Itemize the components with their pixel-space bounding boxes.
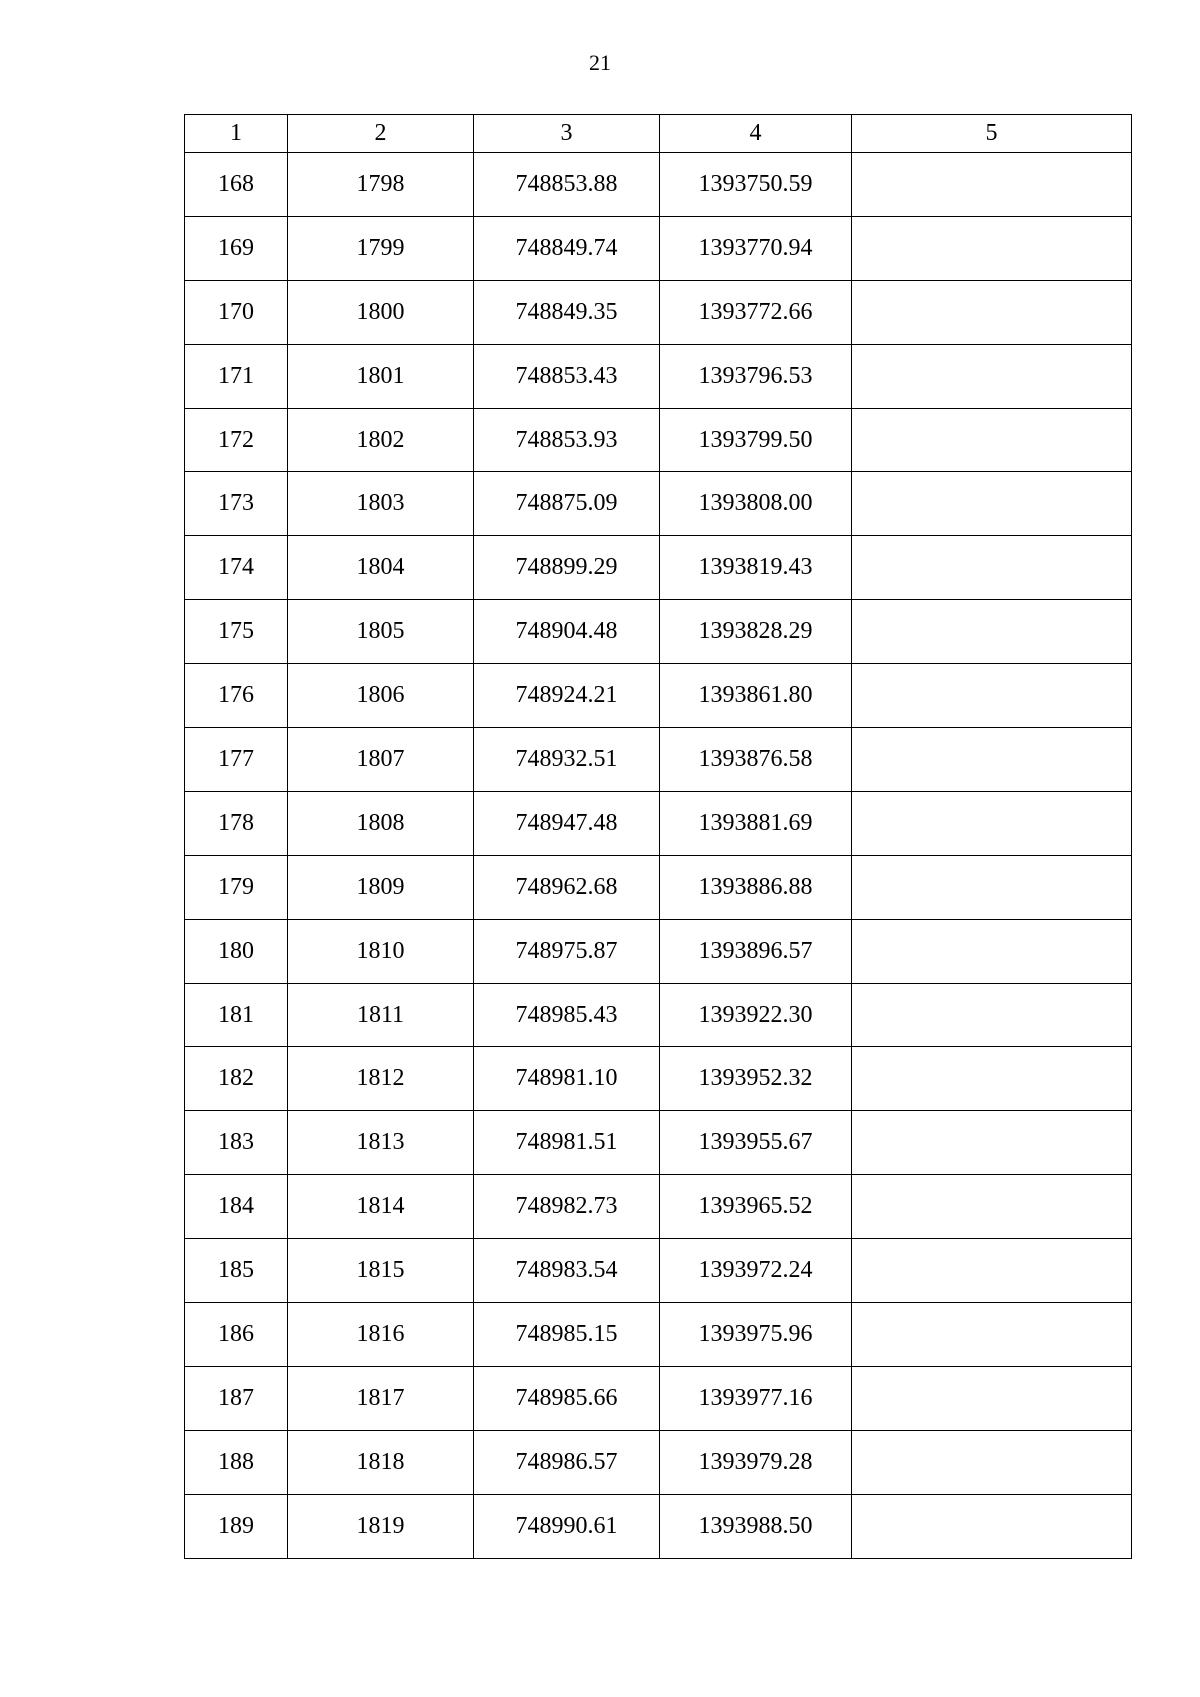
table-header-row	[185, 115, 1132, 153]
table-row	[185, 344, 1132, 408]
table-cell: 748853.93	[474, 408, 660, 472]
table-cell: 1817	[288, 1366, 474, 1430]
table-cell	[852, 1239, 1132, 1303]
table-cell: 188	[185, 1430, 288, 1494]
table-cell: 748985.43	[474, 983, 660, 1047]
table-cell: 176	[185, 664, 288, 728]
table-cell: 748875.09	[474, 472, 660, 536]
table-cell: 1393861.80	[660, 664, 852, 728]
table-row	[185, 1303, 1132, 1367]
table-row	[185, 1366, 1132, 1430]
table-cell	[852, 728, 1132, 792]
table-cell: 1800	[288, 280, 474, 344]
table-cell: 1812	[288, 1047, 474, 1111]
table-row	[185, 983, 1132, 1047]
table-cell: 1798	[288, 153, 474, 217]
table-cell	[852, 1047, 1132, 1111]
table-cell: 173	[185, 472, 288, 536]
table-cell: 184	[185, 1175, 288, 1239]
table-cell	[852, 472, 1132, 536]
table-cell: 1393772.66	[660, 280, 852, 344]
table-cell: 1393975.96	[660, 1303, 852, 1367]
table-cell: 1801	[288, 344, 474, 408]
table-cell: 1810	[288, 919, 474, 983]
table-row	[185, 1175, 1132, 1239]
table-row	[185, 1239, 1132, 1303]
table-cell: 174	[185, 536, 288, 600]
table-row	[185, 153, 1132, 217]
table-cell	[852, 600, 1132, 664]
table-cell: 748962.68	[474, 855, 660, 919]
table-cell	[852, 983, 1132, 1047]
table-cell	[852, 536, 1132, 600]
table-cell: 1818	[288, 1430, 474, 1494]
table-cell: 748924.21	[474, 664, 660, 728]
table-cell: 180	[185, 919, 288, 983]
table-cell: 1393886.88	[660, 855, 852, 919]
table-cell: 177	[185, 728, 288, 792]
table-cell: 748904.48	[474, 600, 660, 664]
table-cell: 186	[185, 1303, 288, 1367]
table-cell: 1393750.59	[660, 153, 852, 217]
table-cell: 1815	[288, 1239, 474, 1303]
table-cell: 182	[185, 1047, 288, 1111]
table-cell: 172	[185, 408, 288, 472]
table-cell: 1393988.50	[660, 1494, 852, 1558]
table-cell	[852, 919, 1132, 983]
table-cell	[852, 344, 1132, 408]
table-cell: 748985.15	[474, 1303, 660, 1367]
table-cell: 748853.88	[474, 153, 660, 217]
table-cell: 748975.87	[474, 919, 660, 983]
table-cell	[852, 664, 1132, 728]
table-row	[185, 1494, 1132, 1558]
table-cell: 170	[185, 280, 288, 344]
table-row	[185, 1111, 1132, 1175]
table-cell: 189	[185, 1494, 288, 1558]
table-row	[185, 791, 1132, 855]
table-cell	[852, 216, 1132, 280]
coordinates-table	[184, 114, 1132, 1559]
table-cell	[852, 280, 1132, 344]
table-cell: 1393972.24	[660, 1239, 852, 1303]
table-cell: 748990.61	[474, 1494, 660, 1558]
table-cell: 1393876.58	[660, 728, 852, 792]
table-cell: 181	[185, 983, 288, 1047]
table-row	[185, 472, 1132, 536]
table-cell	[852, 1494, 1132, 1558]
table-row	[185, 408, 1132, 472]
table-cell: 183	[185, 1111, 288, 1175]
table-cell: 748899.29	[474, 536, 660, 600]
table-cell: 1809	[288, 855, 474, 919]
table-cell: 748981.10	[474, 1047, 660, 1111]
table-cell: 1803	[288, 472, 474, 536]
table-cell: 1393796.53	[660, 344, 852, 408]
table-row	[185, 1047, 1132, 1111]
table-cell	[852, 855, 1132, 919]
table-cell: 1393828.29	[660, 600, 852, 664]
table-cell: 1804	[288, 536, 474, 600]
table-cell: 748985.66	[474, 1366, 660, 1430]
table-cell: 1393977.16	[660, 1366, 852, 1430]
table-cell: 1393881.69	[660, 791, 852, 855]
table-row	[185, 728, 1132, 792]
column-header: 2	[288, 115, 474, 153]
column-header: 5	[852, 115, 1132, 153]
table-body	[185, 115, 1132, 1559]
table-cell: 1393979.28	[660, 1430, 852, 1494]
table-cell: 169	[185, 216, 288, 280]
table-cell: 1393799.50	[660, 408, 852, 472]
table-cell: 1813	[288, 1111, 474, 1175]
table-cell: 168	[185, 153, 288, 217]
table-cell	[852, 791, 1132, 855]
table-cell	[852, 153, 1132, 217]
column-header: 1	[185, 115, 288, 153]
table-cell: 187	[185, 1366, 288, 1430]
table-cell: 179	[185, 855, 288, 919]
table-cell: 1393770.94	[660, 216, 852, 280]
table-cell: 1393955.67	[660, 1111, 852, 1175]
table-cell: 748981.51	[474, 1111, 660, 1175]
table-row	[185, 1430, 1132, 1494]
table-row	[185, 536, 1132, 600]
table-cell	[852, 1111, 1132, 1175]
table-row	[185, 280, 1132, 344]
table-cell	[852, 1366, 1132, 1430]
table-cell: 185	[185, 1239, 288, 1303]
table-cell: 1799	[288, 216, 474, 280]
table-row	[185, 855, 1132, 919]
column-header: 3	[474, 115, 660, 153]
table-cell: 1816	[288, 1303, 474, 1367]
column-header: 4	[660, 115, 852, 153]
table-row	[185, 600, 1132, 664]
table-cell: 1802	[288, 408, 474, 472]
table-cell: 178	[185, 791, 288, 855]
table-cell: 175	[185, 600, 288, 664]
table-cell: 1393965.52	[660, 1175, 852, 1239]
page-number: 21	[589, 50, 611, 75]
table-cell	[852, 1430, 1132, 1494]
table-cell: 1805	[288, 600, 474, 664]
table-cell: 748983.54	[474, 1239, 660, 1303]
table-cell: 1814	[288, 1175, 474, 1239]
table-cell: 1393896.57	[660, 919, 852, 983]
table-cell: 748849.74	[474, 216, 660, 280]
table-cell: 1811	[288, 983, 474, 1047]
table-cell: 748849.35	[474, 280, 660, 344]
table-row	[185, 216, 1132, 280]
table-cell	[852, 1303, 1132, 1367]
table-cell: 1393808.00	[660, 472, 852, 536]
table-cell: 1393819.43	[660, 536, 852, 600]
table-cell: 1808	[288, 791, 474, 855]
table-cell: 1393922.30	[660, 983, 852, 1047]
table-cell: 748986.57	[474, 1430, 660, 1494]
table-cell: 748853.43	[474, 344, 660, 408]
table-cell: 748982.73	[474, 1175, 660, 1239]
table-cell	[852, 408, 1132, 472]
table-cell: 748947.48	[474, 791, 660, 855]
table-cell: 1819	[288, 1494, 474, 1558]
table-cell: 171	[185, 344, 288, 408]
table-cell: 1393952.32	[660, 1047, 852, 1111]
table-cell: 1806	[288, 664, 474, 728]
table-cell: 1807	[288, 728, 474, 792]
table-cell: 748932.51	[474, 728, 660, 792]
table-cell	[852, 1175, 1132, 1239]
table-row	[185, 919, 1132, 983]
table-row	[185, 664, 1132, 728]
